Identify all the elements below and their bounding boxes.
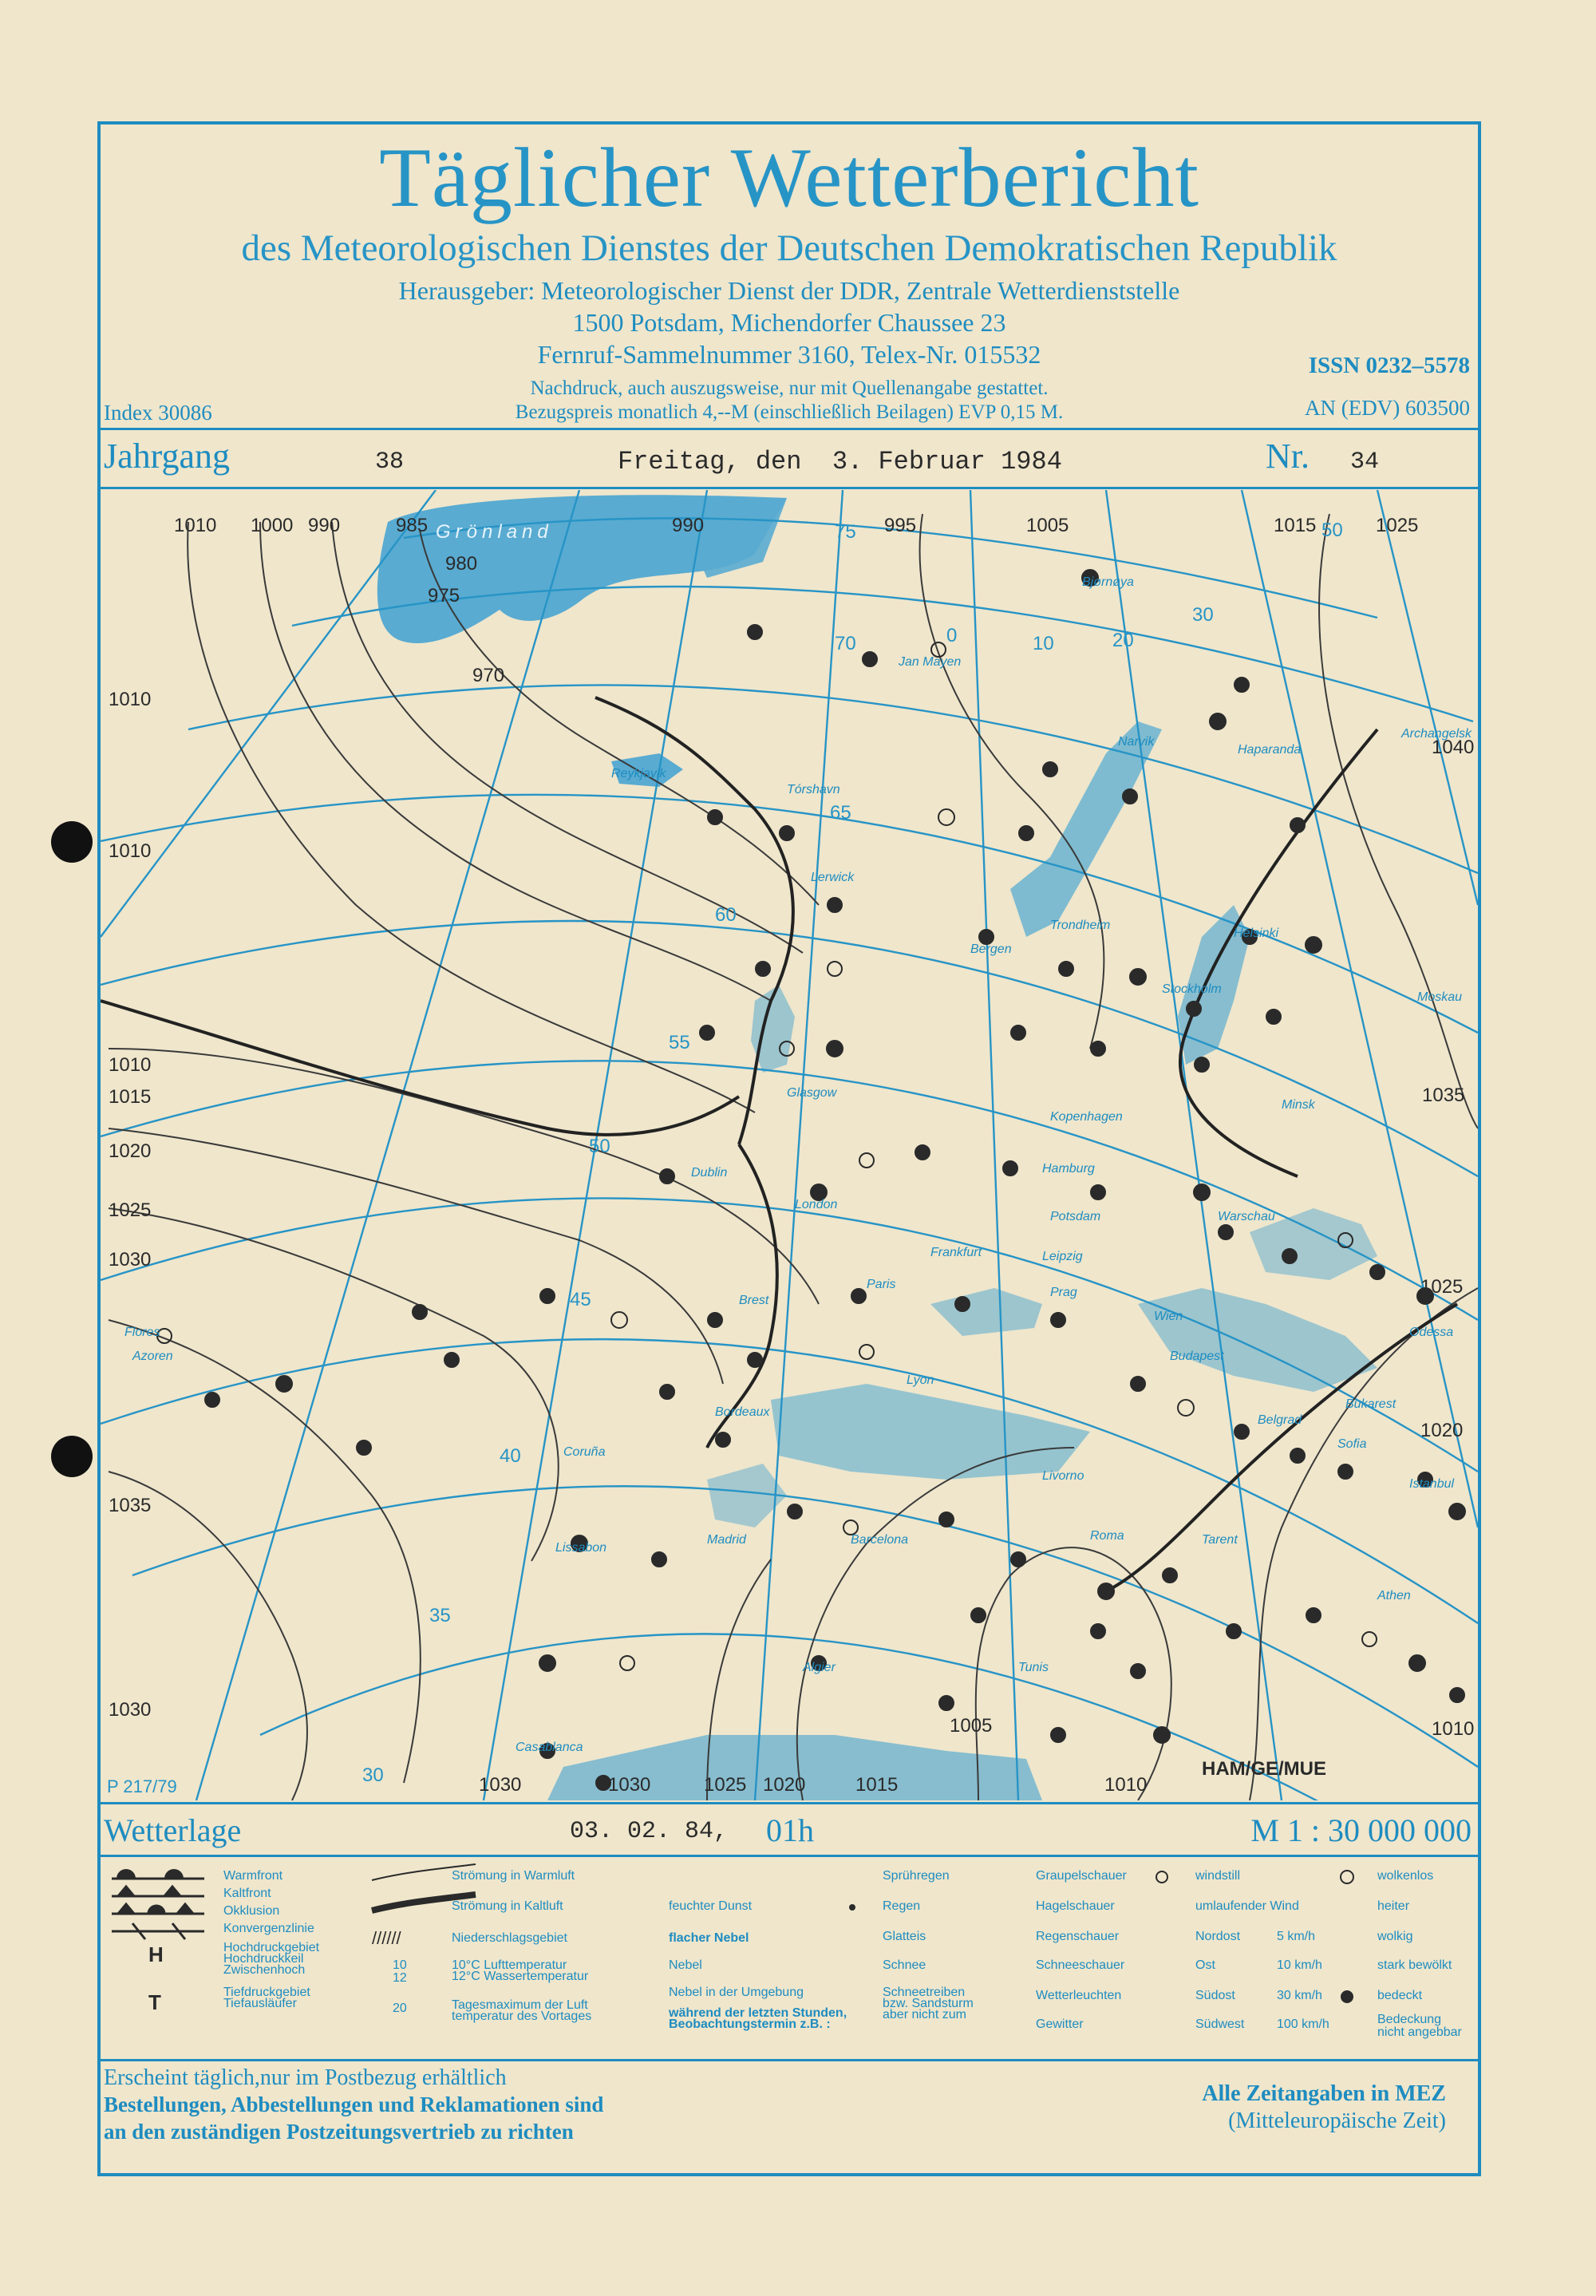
- footer-line-1: Erscheint täglich,nur im Postbezug erhältlich: [104, 2065, 507, 2090]
- station-dot: [1450, 1688, 1464, 1702]
- longitude-label: 30: [1192, 604, 1214, 626]
- city-label: Odessa: [1409, 1326, 1454, 1339]
- station-dot: [780, 826, 794, 840]
- isobar-value: 1010: [109, 1054, 152, 1076]
- lon-line-6: [1106, 490, 1282, 1800]
- city-label: Casablanca: [516, 1741, 583, 1754]
- station-dot: [1235, 678, 1249, 692]
- low-pressure-icon: T: [148, 1990, 161, 2014]
- station-dot: [1194, 1184, 1210, 1200]
- alps: [930, 1288, 1042, 1336]
- legend-wind-label: windstill: [1195, 1869, 1241, 1883]
- station-dot: [748, 625, 762, 639]
- station-dot: [357, 1440, 371, 1455]
- station-dot: [1011, 1025, 1025, 1040]
- overcast-icon: [1341, 1990, 1353, 2003]
- legend-precip-label: Sprühregen: [883, 1869, 950, 1883]
- high-pressure-icon: H: [148, 1942, 164, 1966]
- legend-shower-label: Schneeschauer: [1036, 1958, 1125, 1972]
- lat-line-35: [132, 1486, 1478, 1767]
- latitude-label: 75: [835, 521, 856, 543]
- isobar-value: 995: [884, 515, 917, 536]
- jahrgang-label: Jahrgang: [104, 437, 231, 476]
- city-label: Haparanda: [1238, 743, 1302, 757]
- isobar-value: 1025: [704, 1774, 747, 1796]
- weather-map: [101, 490, 1478, 1800]
- station-dot: [1409, 1655, 1425, 1671]
- nr-label: Nr.: [1266, 437, 1310, 476]
- lon-line-4: [755, 490, 843, 1800]
- legend-symbols: [101, 1858, 1478, 2059]
- legend-front-label: Tiefausläufer: [223, 1997, 297, 2010]
- legend-temp-sample: 10: [393, 1958, 407, 1972]
- report-title: Täglicher Wetterbericht: [379, 131, 1199, 224]
- address-line: 1500 Potsdam, Michendorfer Chaussee 23: [572, 308, 1006, 337]
- city-label: Glasgow: [787, 1086, 837, 1100]
- city-label: Reykjavik: [611, 767, 666, 780]
- legend-rule: [97, 2059, 1481, 2061]
- land-shading: [377, 495, 1377, 1800]
- station-dot: [1131, 1377, 1145, 1391]
- legend-flow-label: 12°C Wassertemperatur: [452, 1970, 589, 1983]
- station-dot: [748, 1353, 762, 1367]
- station-dot: [1195, 1057, 1209, 1072]
- issue-date: Freitag, den 3. Februar 1984: [618, 447, 1062, 476]
- isobar-g: [109, 1208, 559, 1561]
- station-dot: [1210, 713, 1226, 729]
- legend-cloud-label: Bedeckung: [1377, 2013, 1442, 2026]
- latitude-label: 65: [830, 802, 851, 824]
- wetterlage-row: [101, 1805, 1478, 1853]
- city-label: Belgrad: [1258, 1413, 1302, 1427]
- station-dot: [1019, 826, 1033, 840]
- station-dot: [539, 1655, 555, 1671]
- isobar-value: 1005: [1026, 515, 1069, 536]
- isobar-value: 1030: [608, 1774, 651, 1796]
- legend-wind-label: Südost: [1195, 1989, 1235, 2002]
- isobar-value: 1030: [479, 1774, 522, 1796]
- latitude-label: 35: [429, 1605, 451, 1626]
- station-dot: [938, 809, 954, 825]
- legend-temp-sample: 20: [393, 2002, 407, 2015]
- city-label: Istanbul: [1409, 1477, 1455, 1491]
- legend-temp-sample: 12: [393, 1971, 407, 1985]
- city-label: Azoren: [132, 1350, 173, 1363]
- report-subtitle: des Meteorologischen Dienstes der Deutschen Demokratischen Republik: [241, 227, 1337, 269]
- issue-row: [101, 431, 1478, 488]
- station-dot: [915, 1145, 930, 1160]
- legend-wind-speed: 10 km/h: [1277, 1958, 1322, 1972]
- city-label: Moskau: [1417, 990, 1463, 1004]
- station-dot: [1059, 962, 1073, 976]
- wetterlage-rule: [97, 1855, 1481, 1857]
- isobar-value: 990: [672, 515, 705, 536]
- legend-precip-label: Schnee: [883, 1958, 926, 1972]
- city-label: Sofia: [1337, 1437, 1367, 1451]
- legend-cloud-label: stark bewölkt: [1377, 1958, 1452, 1972]
- isobar-value: 1020: [763, 1774, 806, 1796]
- station-dot: [1011, 1552, 1025, 1567]
- isobar-value: 1015: [855, 1774, 899, 1796]
- station-dot: [827, 1041, 843, 1057]
- station-dot: [1178, 1400, 1194, 1416]
- station-dot: [863, 652, 877, 666]
- legend-front-label: Kaltfront: [223, 1887, 271, 1900]
- city-label: Coruña: [563, 1445, 606, 1459]
- phone-line: Fernruf-Sammelnummer 3160, Telex-Nr. 015532: [537, 340, 1041, 369]
- isobar-value: 1000: [251, 515, 294, 536]
- lat-line-65: [188, 685, 1478, 873]
- station-dot: [1003, 1161, 1017, 1176]
- longitude-label: 10: [1033, 633, 1054, 654]
- city-label: Lerwick: [811, 871, 855, 884]
- footer-line-3: an den zuständigen Postzeitungsvertrieb zu richten: [104, 2120, 574, 2144]
- lon-line-1: [101, 490, 436, 937]
- legend-shower-label: Hagelschauer: [1036, 1899, 1115, 1913]
- station-dot: [1154, 1727, 1170, 1743]
- station-dot: [276, 1376, 292, 1392]
- station-dot: [708, 810, 722, 824]
- warm-front-bumps-icon: [117, 1869, 184, 1879]
- map-scale: M 1 : 30 000 000: [1250, 1812, 1472, 1848]
- isobar-value: 1025: [109, 1199, 152, 1221]
- city-label: Tarent: [1202, 1533, 1238, 1547]
- isobar-value: 1010: [109, 840, 152, 862]
- station-dot: [859, 1345, 874, 1359]
- punch-hole-upper: [51, 821, 93, 863]
- city-label: Jan Mayen: [899, 655, 962, 669]
- warm-air-flow-icon: [372, 1864, 476, 1880]
- latitude-label: 60: [715, 904, 737, 926]
- longitude-label: 20: [1112, 630, 1134, 651]
- legend-front-label: Hochdruckgebiet: [223, 1941, 320, 1954]
- latitude-label: 50: [589, 1136, 610, 1157]
- legend-flow-label: temperatur des Vortages: [452, 2009, 592, 2023]
- graticule: [101, 490, 1478, 1800]
- calm-icon: [1156, 1871, 1167, 1883]
- station-dot: [540, 1289, 555, 1303]
- cold-front-atlantic: [101, 1001, 739, 1135]
- city-label: Roma: [1090, 1529, 1124, 1543]
- isobar-value: 1010: [109, 689, 152, 710]
- legend-fog-label: Nebel: [669, 1958, 702, 1972]
- city-label: Lissabon: [555, 1541, 607, 1555]
- city-label: Narvik: [1118, 735, 1155, 749]
- longitude-labels: [946, 520, 1343, 654]
- legend-flow-label: Strömung in Kaltluft: [452, 1899, 563, 1913]
- city-label: Paris: [867, 1278, 896, 1291]
- station-dot: [859, 1153, 874, 1168]
- footer-right-1: Alle Zeitangaben in MEZ: [1202, 2081, 1446, 2106]
- station-dot: [851, 1289, 866, 1303]
- city-label: Flores: [124, 1326, 160, 1339]
- station-dot: [205, 1393, 219, 1407]
- issue-rule: [97, 487, 1481, 489]
- longitude-label: 0: [946, 625, 958, 646]
- city-label: Warschau: [1218, 1210, 1275, 1223]
- wetterlage-hour: 01h: [766, 1812, 814, 1848]
- latitude-label: 45: [570, 1289, 591, 1310]
- station-dot: [1227, 1624, 1241, 1638]
- city-label: Minsk: [1282, 1098, 1315, 1112]
- station-dot: [700, 1025, 714, 1040]
- station-dot: [1131, 1664, 1145, 1678]
- cold-air-flow-icon: [372, 1895, 476, 1911]
- isobar-value: 975: [428, 585, 460, 607]
- station-dot: [1051, 1313, 1065, 1327]
- legend-front-label: Okklusion: [223, 1904, 280, 1918]
- legend-shower-label: Wetterleuchten: [1036, 1989, 1122, 2002]
- city-label: Grönland: [436, 521, 553, 543]
- station-dot: [1091, 1041, 1105, 1056]
- mediterranean-east: [1138, 1288, 1377, 1392]
- isobar-j: [920, 514, 1104, 1049]
- legend-precip-label: Schneetreiben: [883, 1986, 966, 1999]
- city-label: Bordeaux: [715, 1405, 770, 1419]
- station-dot: [611, 1312, 627, 1328]
- city-label: Wien: [1154, 1310, 1183, 1323]
- station-dot: [1091, 1624, 1105, 1638]
- station-dot: [1219, 1225, 1233, 1239]
- station-dot: [1290, 1448, 1305, 1463]
- nr-value: 34: [1350, 449, 1380, 476]
- station-dot: [1266, 1010, 1281, 1024]
- station-dot: [756, 962, 770, 976]
- map-signature: HAM/GE/MUE: [1202, 1758, 1326, 1780]
- station-dot: [1123, 789, 1137, 804]
- city-label: Helsinki: [1234, 927, 1279, 940]
- station-dot: [1290, 818, 1305, 832]
- legend-wind-label: Ost: [1195, 1958, 1215, 1972]
- city-label: Archangelsk: [1401, 727, 1472, 741]
- legend-flow-label: 10°C Lufttemperatur: [452, 1958, 567, 1972]
- city-label: Athen: [1377, 1589, 1411, 1602]
- station-dot: [1051, 1728, 1065, 1742]
- city-label: Bjørnøya: [1082, 575, 1134, 589]
- city-label: Budapest: [1170, 1350, 1224, 1363]
- city-label: Potsdam: [1050, 1210, 1101, 1223]
- legend-fog-label: flacher Nebel: [669, 1931, 749, 1945]
- index-number: Index 30086: [104, 401, 212, 425]
- isobar-value: 1040: [1432, 737, 1475, 758]
- station-dot: [1370, 1265, 1385, 1279]
- city-label: Madrid: [707, 1533, 746, 1547]
- isobar-value: 1025: [1376, 515, 1419, 536]
- legend-precip-label: Regen: [883, 1899, 921, 1913]
- latitude-label: 55: [669, 1032, 690, 1053]
- station-dot: [788, 1504, 802, 1519]
- city-label: Bukarest: [1345, 1397, 1396, 1411]
- station-dot: [1130, 969, 1146, 985]
- report-header: [101, 124, 1478, 428]
- legend-shower-label: Gewitter: [1036, 2017, 1084, 2031]
- station-dot: [660, 1169, 674, 1184]
- legend-fog-label: Nebel in der Umgebung: [669, 1986, 804, 1999]
- station-dot: [1362, 1632, 1377, 1646]
- isobar-k: [1319, 514, 1478, 1128]
- legend-precip-label: aber nicht zum: [883, 2008, 966, 2021]
- legend-precip-label: bzw. Sandsturm: [883, 1997, 974, 2010]
- legend-cloud-label: nicht angebbar: [1377, 2025, 1462, 2039]
- legend-wind-speed: 30 km/h: [1277, 1989, 1322, 2002]
- isobar-value: 1010: [1432, 1718, 1475, 1740]
- reprint-note: Nachdruck, auch auszugsweise, nur mit Quellenangabe gestattet.: [530, 377, 1049, 399]
- legend-wind-label: Südwest: [1195, 2017, 1245, 2031]
- station-dot: [828, 898, 842, 912]
- legend-front-label: Konvergenzlinie: [223, 1922, 314, 1935]
- city-label: London: [795, 1198, 838, 1211]
- punch-hole-lower: [51, 1436, 93, 1477]
- isobar-value: 1010: [174, 515, 217, 536]
- station-dot: [1091, 1185, 1105, 1199]
- wetterlage-label: Wetterlage: [104, 1812, 242, 1848]
- station-dot: [1098, 1583, 1114, 1599]
- city-label: Tórshavn: [787, 783, 840, 796]
- legend-front-label: Tiefdruckgebiet: [223, 1986, 310, 1999]
- isobar-value: 1015: [1274, 515, 1317, 536]
- weather-map-svg: [101, 490, 1478, 1800]
- legend-front-label: Zwischenhoch: [223, 1963, 306, 1977]
- isobar-value: 1035: [109, 1495, 152, 1516]
- station-dot: [1043, 762, 1057, 777]
- legend-shower-label: Graupelschauer: [1036, 1869, 1127, 1883]
- city-label: Leipzig: [1042, 1250, 1083, 1263]
- station-dot: [1306, 937, 1321, 953]
- isobar-f: [109, 1128, 723, 1384]
- station-dot: [708, 1313, 722, 1327]
- legend-front-label: Warmfront: [223, 1869, 283, 1883]
- isobar-value: 1020: [109, 1140, 152, 1162]
- map-code: P 217/79: [107, 1776, 177, 1796]
- station-dot: [1235, 1425, 1249, 1439]
- city-label: Algier: [803, 1661, 836, 1674]
- legend-wind-speed: 100 km/h: [1277, 2017, 1329, 2031]
- isobar-value: 990: [308, 515, 341, 536]
- latitude-labels: [362, 521, 856, 1786]
- isobar-value: 1025: [1420, 1276, 1464, 1298]
- legend-flow-label: Tagesmaximum der Luft: [452, 1998, 588, 2012]
- reprint-notes: [101, 377, 1478, 425]
- city-label: Stockholm: [1162, 982, 1222, 996]
- city-label: Dublin: [691, 1166, 728, 1180]
- isobar-value: 980: [445, 553, 478, 575]
- legend-fog-label: während der letzten Stunden,: [669, 2006, 847, 2020]
- station-dot: [716, 1433, 730, 1447]
- isobar-value: 1035: [1422, 1085, 1465, 1106]
- station-dot: [939, 1512, 954, 1527]
- station-dot: [971, 1608, 986, 1622]
- isobar-value: 1030: [109, 1249, 152, 1271]
- legend-flow-label: Strömung in Warmluft: [452, 1869, 575, 1883]
- legend-wind-label: umlaufender Wind: [1195, 1899, 1299, 1913]
- isobar-value: 1010: [1104, 1774, 1148, 1796]
- station-dot: [828, 962, 842, 976]
- footer-right-2: (Mitteleuropäische Zeit): [1228, 2108, 1446, 2133]
- city-label: Bergen: [970, 943, 1012, 956]
- legend-cloud-label: wolkig: [1377, 1930, 1413, 1943]
- jahrgang-value: 38: [375, 449, 405, 476]
- wetterlage-date: 03. 02. 84,: [570, 1818, 729, 1845]
- precip-area-icon: //////: [372, 1928, 401, 1948]
- legend-cloud-label: heiter: [1377, 1899, 1410, 1913]
- station-dot: [652, 1552, 666, 1567]
- price-note: Bezugspreis monatlich 4,--M (einschließlich Beilagen) EVP 0,15 M.: [515, 401, 1064, 423]
- edv-number: AN (EDV) 603500: [1305, 396, 1470, 420]
- legend-flow-label: Niederschlagsgebiet: [452, 1931, 567, 1945]
- convergence-line-icon: [112, 1923, 204, 1939]
- issn-number: ISSN 0232–5578: [1308, 353, 1470, 378]
- station-dot: [1306, 1608, 1321, 1622]
- station-dot: [955, 1297, 970, 1311]
- station-dot: [413, 1305, 427, 1319]
- station-dot: [660, 1385, 674, 1399]
- city-label: Lyon: [907, 1373, 934, 1387]
- city-label: Frankfurt: [930, 1246, 982, 1259]
- city-label: Prag: [1050, 1286, 1077, 1299]
- city-label: Barcelona: [851, 1533, 909, 1547]
- latitude-label: 40: [500, 1445, 521, 1467]
- longitude-label: 50: [1321, 520, 1343, 541]
- clear-sky-icon: [1341, 1871, 1353, 1883]
- isobar-value: 970: [472, 665, 505, 686]
- publisher-block: [101, 275, 1478, 370]
- footer-line-2: Bestellungen, Abbestellungen und Reklamationen sind: [104, 2092, 604, 2116]
- city-label: Livorno: [1042, 1469, 1084, 1483]
- city-label: Kopenhagen: [1050, 1110, 1123, 1124]
- station-dot: [620, 1656, 634, 1670]
- legend-cloud-label: bedeckt: [1377, 1989, 1423, 2002]
- report-footer: [101, 2062, 1478, 2174]
- isobar-value: 1030: [109, 1699, 152, 1721]
- legend-wind-label: Nordost: [1195, 1930, 1241, 1943]
- station-dot: [1163, 1568, 1177, 1583]
- legend-precip-label: Glatteis: [883, 1930, 926, 1943]
- map-rule-bottom: [97, 1802, 1481, 1804]
- publisher-line: Herausgeber: Meteorologischer Dienst der DDR, Zentrale Wetterdienststelle: [398, 276, 1180, 305]
- city-label: Brest: [739, 1294, 769, 1307]
- legend-shower-label: Regenschauer: [1036, 1930, 1120, 1943]
- header-rule: [97, 428, 1481, 430]
- legend-front-label: Hochdruckkeil: [223, 1952, 304, 1966]
- latitude-label: 70: [835, 633, 856, 654]
- isobar-value: 1020: [1420, 1420, 1464, 1441]
- station-dot: [1449, 1504, 1465, 1519]
- isobar-value: 1015: [109, 1086, 152, 1108]
- station-dot: [444, 1353, 459, 1367]
- station-dot: [939, 1696, 954, 1710]
- rain-dot-icon: [849, 1904, 855, 1911]
- isobar-h: [109, 1320, 421, 1783]
- legend-fog-label: feuchter Dunst: [669, 1899, 753, 1913]
- legend-wind-speed: 5 km/h: [1277, 1930, 1316, 1943]
- cold-front-icon: [112, 1887, 204, 1896]
- latitude-label: 30: [362, 1764, 384, 1786]
- mediterranean-west: [771, 1384, 1090, 1480]
- city-label: Hamburg: [1042, 1162, 1095, 1176]
- station-dot: [1187, 1002, 1201, 1016]
- station-dot: [1338, 1464, 1353, 1479]
- symbol-legend: [101, 1858, 1478, 2059]
- isobar-value: 1005: [950, 1715, 993, 1737]
- city-label: Tunis: [1018, 1661, 1049, 1674]
- occlusion-icon: [112, 1904, 204, 1914]
- legend-cloud-label: wolkenlos: [1377, 1869, 1434, 1883]
- isobar-value: 985: [396, 515, 429, 536]
- legend-fog-label: Beobachtungstermin z.B. :: [669, 2017, 831, 2031]
- station-dot: [1282, 1249, 1297, 1263]
- city-label: Trondheim: [1050, 919, 1111, 932]
